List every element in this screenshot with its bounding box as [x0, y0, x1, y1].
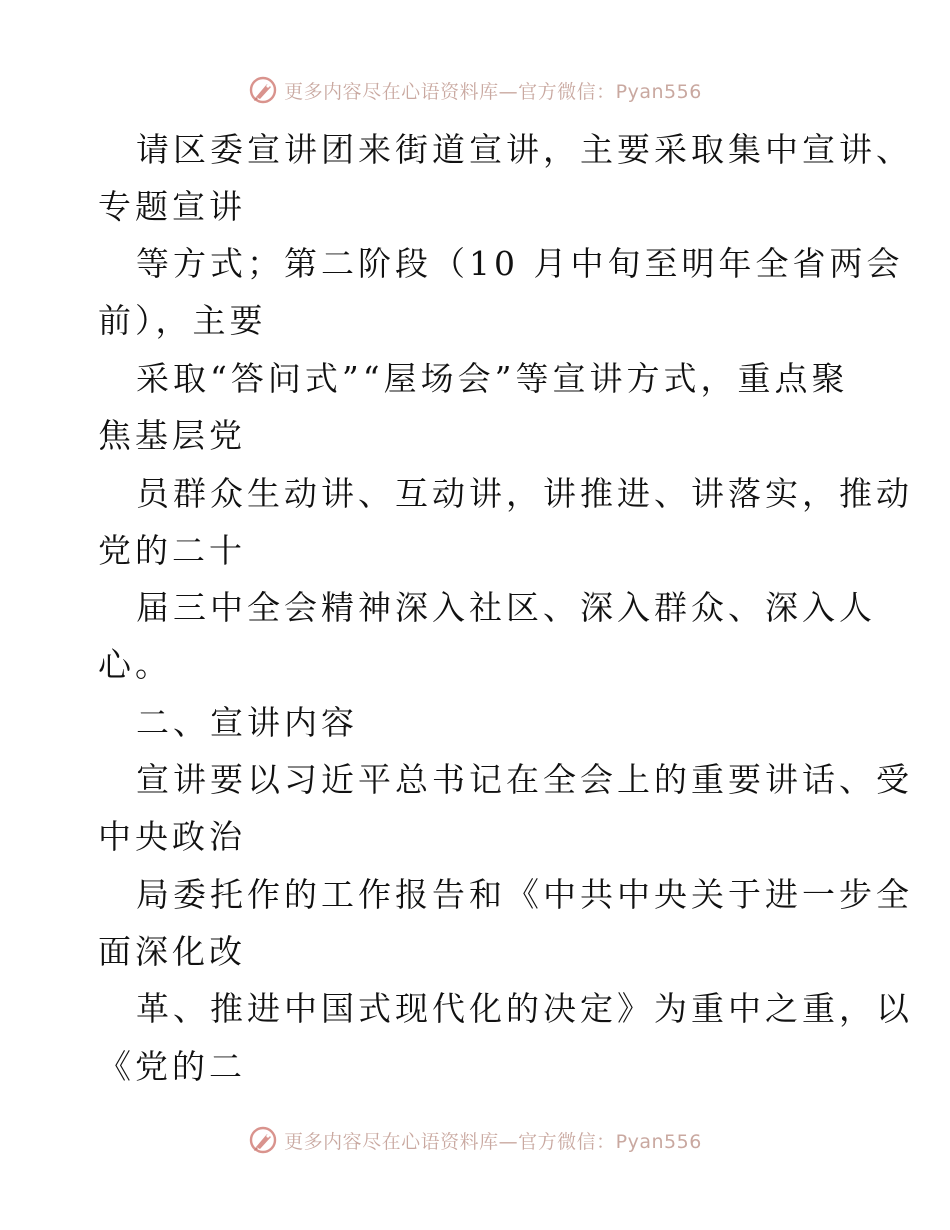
watermark-banner-top [0, 72, 950, 108]
paragraph-line: 《党的二 [98, 1047, 246, 1086]
paragraph-line: 中央政治 [98, 817, 246, 856]
pen-nib-logo-icon [248, 1125, 278, 1155]
paragraph-line: 宣讲要以习近平总书记在全会上的重要讲话、受 [136, 760, 913, 799]
paragraph-line: 党的二十 [98, 531, 246, 570]
section-heading: 二、宣讲内容 [136, 703, 358, 742]
pen-nib-logo-icon [248, 75, 278, 105]
paragraph-line: 焦基层党 [98, 416, 246, 455]
paragraph-line: 请区委宣讲团来街道宣讲，主要采取集中宣讲、 [136, 130, 913, 169]
paragraph-line: 面深化改 [98, 932, 246, 971]
paragraph-line: 员群众生动讲、互动讲，讲推进、讲落实，推动 [136, 474, 913, 513]
watermark-text: 更多内容尽在心语资料库—官方微信：Pyan556 [284, 1130, 702, 1153]
watermark-banner-bottom [0, 1122, 950, 1158]
paragraph-line: 心。 [98, 645, 172, 684]
paragraph-line: 局委托作的工作报告和《中共中央关于进一步全 [136, 875, 913, 914]
paragraph-line: 革、推进中国式现代化的决定》为重中之重，以 [136, 989, 913, 1028]
paragraph-line: 前），主要 [98, 301, 267, 340]
paragraph-line: 采取“答问式”“屋场会”等宣讲方式，重点聚 [136, 359, 849, 398]
paragraph-line: 届三中全会精神深入社区、深入群众、深入人 [136, 588, 876, 627]
paragraph-line: 专题宣讲 [98, 187, 246, 226]
watermark-text: 更多内容尽在心语资料库—官方微信：Pyan556 [284, 80, 702, 103]
paragraph-line: 等方式；第二阶段（10 月中旬至明年全省两会 [136, 244, 904, 283]
